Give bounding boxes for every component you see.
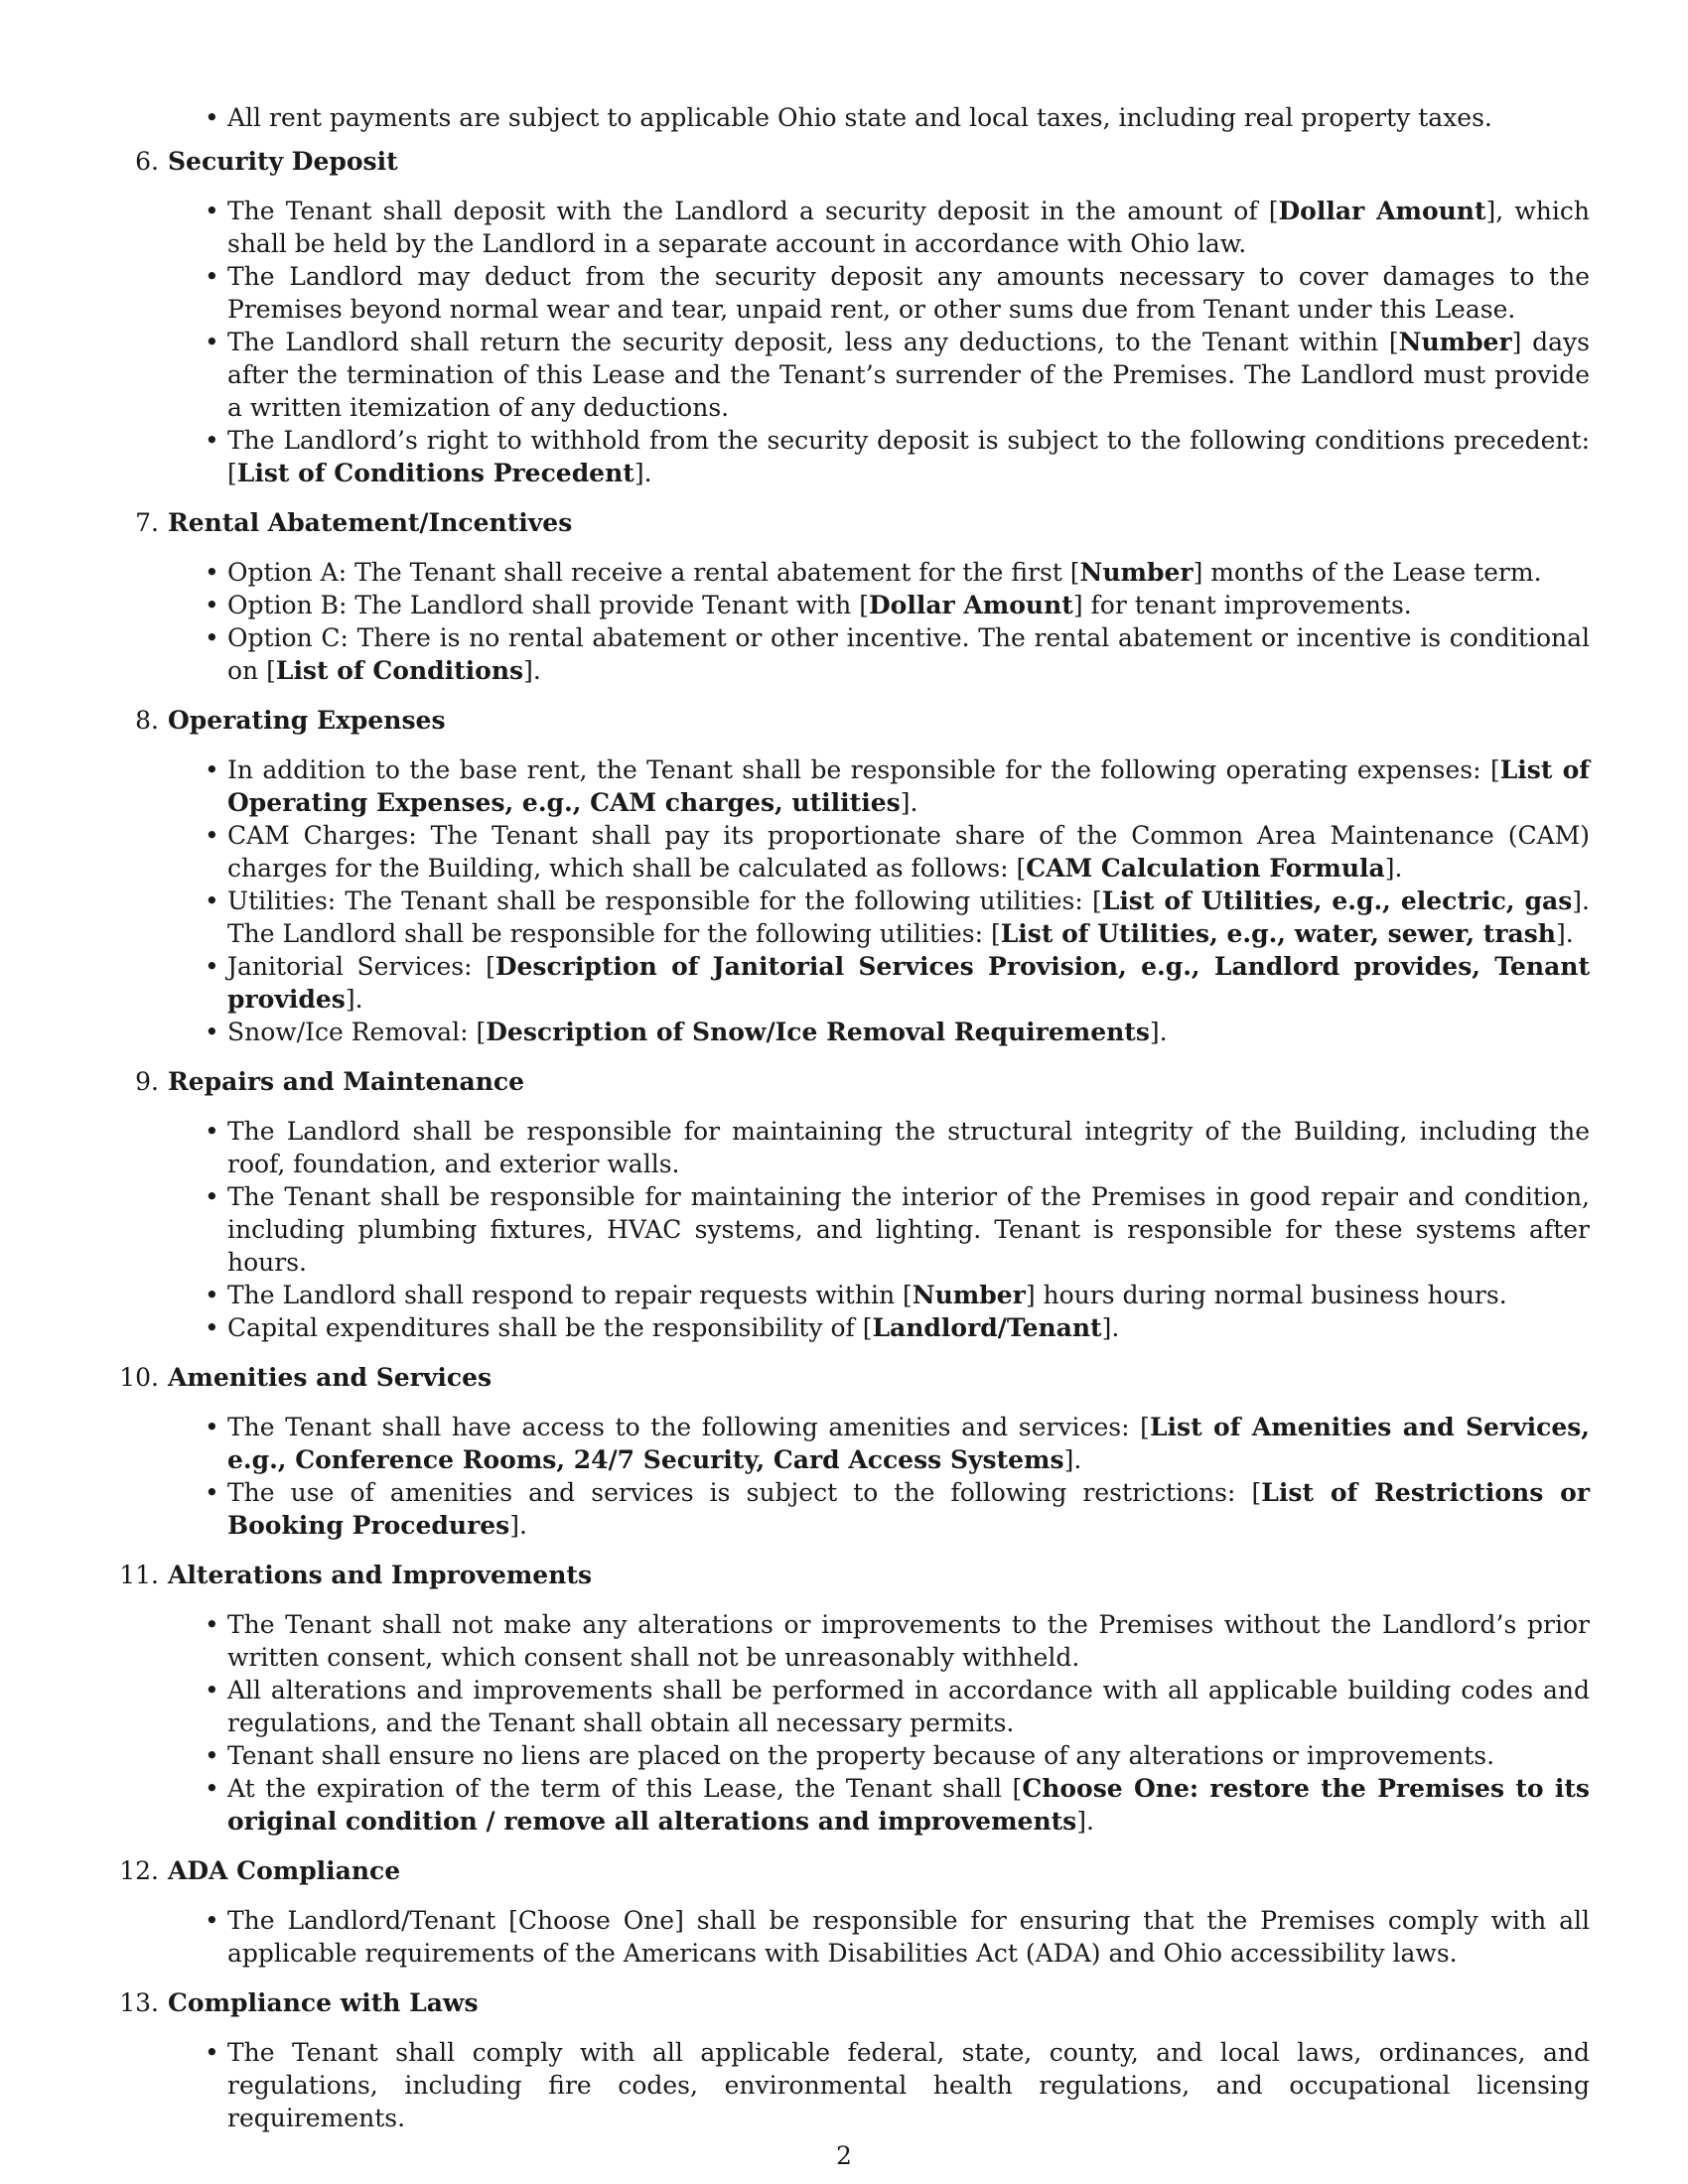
body-text: The Tenant shall be responsible for maintaining the interior of the Premises in good repair and condition, including plumbing fixtures, HVAC systems, and lighting. Tenant is responsible for these systems after hours. — [227, 1182, 1590, 1277]
placeholder-text: Dollar Amount — [868, 591, 1073, 619]
placeholder-text: Landlord/Tenant — [872, 1313, 1102, 1342]
section-heading — [0, 1559, 1688, 1591]
bullet-item: • All rent payments are subject to applicable Ohio state and local taxes, including real property taxes. — [227, 101, 1590, 134]
body-text: Capital expenditures shall be the responsibility of [ — [227, 1313, 873, 1342]
bullet-list — [227, 1411, 1590, 1542]
body-text: CAM Charges: The Tenant shall pay its proportionate share of the Common Area Maintenance (CAM) charges for the Building, which shall be calculated as follows: [ — [227, 821, 1590, 883]
body-text: ] hours during normal business hours. — [1025, 1281, 1507, 1309]
body-text: ]. — [1555, 919, 1574, 948]
section-7 — [0, 506, 1688, 687]
section-title: Security Deposit — [168, 147, 398, 176]
section-number: 10. — [119, 1363, 159, 1392]
section-number: 8. — [135, 706, 159, 735]
bullet-item — [227, 1772, 1590, 1838]
body-text: All alterations and improvements shall be performed in accordance with all applicable building codes and regulations, and the Tenant shall obtain all necessary permits. — [227, 1676, 1590, 1737]
section-6 — [0, 145, 1688, 489]
body-text: In addition to the base rent, the Tenant shall be responsible for the following operating expenses: [ — [227, 755, 1500, 784]
bullet-item — [227, 2036, 1590, 2134]
bullet-item — [227, 753, 1590, 819]
body-text: ] months of the Lease term. — [1193, 558, 1542, 587]
section-title: ADA Compliance — [168, 1856, 401, 1885]
body-text: The Landlord shall return the security deposit, less any deductions, to the Tenant within [ — [227, 328, 1399, 356]
body-text: The Landlord shall respond to repair requests within [ — [227, 1281, 913, 1309]
body-text: ]. — [1101, 1313, 1120, 1342]
body-text: ]. — [1384, 854, 1403, 883]
section-heading — [0, 145, 1688, 178]
section-heading — [0, 704, 1688, 737]
bullet-list — [227, 1608, 1590, 1838]
section-number: 9. — [135, 1067, 159, 1096]
bullet-item — [227, 1411, 1590, 1476]
placeholder-text: Dollar Amount — [1278, 197, 1486, 225]
body-text: The use of amenities and services is subject to the following restrictions: [ — [227, 1478, 1262, 1507]
body-text: The Tenant shall not make any alterations or improvements to the Premises without the Landlord’s prior written consent, which consent shall not be unreasonably withheld. — [227, 1610, 1590, 1672]
body-text: The Tenant shall deposit with the Landlord a security deposit in the amount of [ — [227, 197, 1279, 225]
body-text: ]. — [523, 656, 541, 685]
placeholder-text: Description of Snow/Ice Removal Requirements — [486, 1018, 1150, 1046]
bullet-item — [227, 1904, 1590, 1970]
continued-bullet-list — [227, 101, 1590, 134]
placeholder-text: Number — [1079, 558, 1194, 587]
placeholder-text: Choose One: restore the Premises to its original condition / remove all alterations and improvements — [227, 1774, 1590, 1836]
body-text: ]. — [1149, 1018, 1168, 1046]
body-text: The Landlord/Tenant [Choose One] shall be responsible for ensuring that the Premises comply with all applicable requirements of the Americans with Disabilities Act (ADA) and Ohio accessibility laws. — [227, 1906, 1590, 1968]
body-text: Janitorial Services: [ — [227, 952, 495, 981]
bullet-item — [227, 1311, 1590, 1344]
placeholder-text: Number — [1398, 328, 1512, 356]
body-text: The Landlord shall be responsible for maintaining the structural integrity of the Building, including the roof, foundation, and exterior walls. — [227, 1117, 1590, 1178]
body-text: The Landlord’s right to withhold from the security deposit is subject to the following conditions precedent: [ — [227, 426, 1590, 487]
bullet-item — [227, 1279, 1590, 1311]
bullet-item — [227, 1476, 1590, 1542]
body-text: ] for tenant improvements. — [1072, 591, 1412, 619]
body-text: At the expiration of the term of this Lease, the Tenant shall [ — [227, 1774, 1023, 1803]
section-title: Alterations and Improvements — [168, 1561, 593, 1589]
placeholder-text: List of Amenities and Services, e.g., Conference Rooms, 24/7 Security, Card Access Systems — [227, 1413, 1591, 1474]
bullet-item — [227, 556, 1590, 589]
placeholder-text: Number — [912, 1281, 1026, 1309]
section-title: Repairs and Maintenance — [168, 1067, 525, 1096]
body-text: ]. — [900, 788, 918, 817]
numbered-sections — [0, 145, 1688, 2151]
placeholder-text: List of Operating Expenses, e.g., CAM charges, utilities — [227, 755, 1590, 817]
body-text: ], which shall be held by the Landlord in a separate account in accordance with Ohio law. — [227, 197, 1590, 258]
section-heading — [0, 506, 1688, 539]
bullet-item — [227, 819, 1590, 885]
body-text: Snow/Ice Removal: [ — [227, 1018, 487, 1046]
bullet-item — [227, 589, 1590, 621]
bullet-list — [227, 1904, 1590, 1970]
bullet-item — [227, 885, 1590, 950]
bullet-item — [227, 260, 1590, 326]
section-heading — [0, 1854, 1688, 1887]
section-10 — [0, 1361, 1688, 1542]
body-text: ]. — [1076, 1807, 1094, 1836]
bullet-list — [227, 195, 1590, 489]
body-text: The Landlord may deduct from the security deposit any amounts necessary to cover damages to the Premises beyond normal wear and tear, unpaid rent, or other sums due from Tenant under this Lease. — [227, 262, 1590, 324]
bullet-item — [227, 1608, 1590, 1674]
body-text: ]. — [345, 985, 363, 1014]
bullet-item — [227, 1016, 1590, 1048]
body-text: ] days after the termination of this Lease and the Tenant’s surrender of the Premises. The Landlord must provide a written itemization of any deductions. — [227, 328, 1591, 422]
section-number: 12. — [119, 1856, 159, 1885]
section-title: Rental Abatement/Incentives — [168, 508, 573, 537]
body-text: The Tenant shall comply with all applicable federal, state, county, and local laws, ordinances, and regulations, including fire codes, environmental health regulations, and occupational licensing requirements. — [227, 2038, 1590, 2132]
section-title: Operating Expenses — [168, 706, 446, 735]
bullet-item — [227, 326, 1590, 424]
section-11 — [0, 1559, 1688, 1838]
section-13 — [0, 1986, 1688, 2134]
bullet-item — [227, 195, 1590, 260]
placeholder-text: List of Restrictions or Booking Procedures — [227, 1478, 1591, 1540]
section-heading — [0, 1986, 1688, 2019]
placeholder-text: Description of Janitorial Services Provision, e.g., Landlord provides, Tenant provides — [227, 952, 1591, 1014]
section-number: 11. — [119, 1561, 159, 1589]
section-12 — [0, 1854, 1688, 1970]
section-number: 7. — [135, 508, 159, 537]
bullet-list — [227, 2036, 1590, 2134]
section-8 — [0, 704, 1688, 1048]
placeholder-text: List of Conditions — [275, 656, 524, 685]
body-text: ]. — [633, 459, 652, 487]
bullet-list — [227, 1115, 1590, 1344]
body-text: ]. The Landlord shall be responsible for the following utilities: [ — [227, 887, 1590, 948]
bullet-item — [227, 1115, 1590, 1180]
bullet-item — [227, 1739, 1590, 1772]
placeholder-text: List of Conditions Precedent — [236, 459, 634, 487]
placeholder-text: List of Utilities, e.g., electric, gas — [1101, 887, 1573, 915]
bullet-list — [227, 753, 1590, 1048]
section-number: 13. — [119, 1988, 159, 2017]
body-text: Option B: The Landlord shall provide Tenant with [ — [227, 591, 869, 619]
placeholder-text: CAM Calculation Formula — [1026, 854, 1385, 883]
page-number: 2 — [836, 2141, 852, 2170]
section-title: Amenities and Services — [168, 1363, 492, 1392]
section-title: Compliance with Laws — [168, 1988, 479, 2017]
body-text: ]. — [509, 1511, 527, 1540]
body-text: The Tenant shall have access to the following amenities and services: [ — [227, 1413, 1150, 1441]
body-text: Utilities: The Tenant shall be responsible for the following utilities: [ — [227, 887, 1102, 915]
bullet-item — [227, 621, 1590, 687]
section-heading — [0, 1361, 1688, 1394]
bullet-list — [227, 556, 1590, 687]
body-text: Tenant shall ensure no liens are placed on the property because of any alterations or improvements. — [227, 1741, 1495, 1770]
bullet-item — [227, 1180, 1590, 1279]
placeholder-text: List of Utilities, e.g., water, sewer, trash — [1000, 919, 1556, 948]
bullet-item — [227, 424, 1590, 489]
body-text: ]. — [1063, 1445, 1082, 1474]
section-9 — [0, 1065, 1688, 1344]
body-text: Option A: The Tenant shall receive a rental abatement for the first [ — [227, 558, 1080, 587]
body-text: Option C: There is no rental abatement or other incentive. The rental abatement or incentive is conditional on [ — [227, 623, 1590, 685]
bullet-item — [227, 950, 1590, 1016]
section-heading — [0, 1065, 1688, 1098]
bullet-item — [227, 1674, 1590, 1739]
section-number: 6. — [135, 147, 159, 176]
